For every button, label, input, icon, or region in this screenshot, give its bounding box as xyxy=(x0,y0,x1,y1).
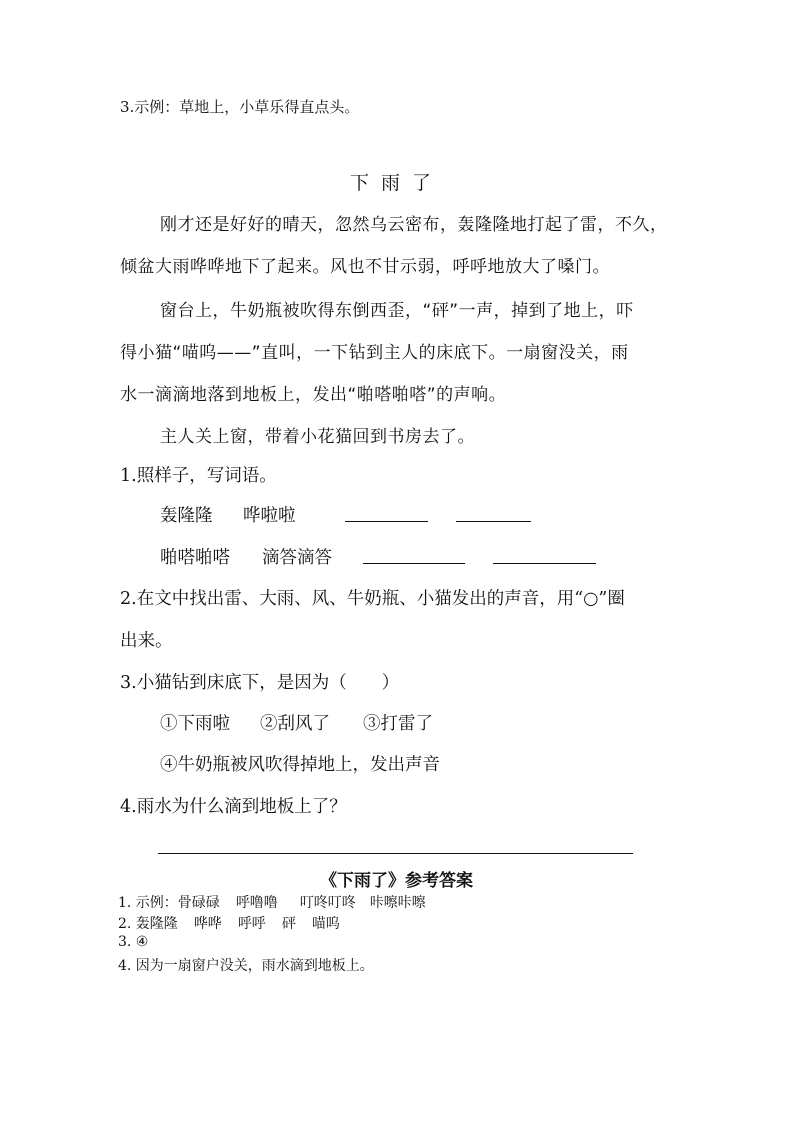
example-word: 滴答滴答 xyxy=(262,548,332,568)
previous-answer: 3.示例：草地上，小草乐得直点头。 xyxy=(120,98,360,116)
answer-word: 叮咚叮咚 xyxy=(299,895,356,911)
answer-word: 1. 示例：骨碌碌 xyxy=(118,895,220,911)
answer-key-title: 《下雨了》参考答案 xyxy=(320,871,473,891)
answer-word: 砰 xyxy=(281,916,296,932)
choice-option[interactable]: ②刮风了 xyxy=(260,714,330,734)
answer-line-4: 4. 因为一扇窗户没关，雨水滴到地板上。 xyxy=(118,958,374,974)
question-2-line: 2.在文中找出雷、大雨、风、牛奶瓶、小猫发出的声音，用“○”圈 xyxy=(120,589,625,609)
story-line: 水一滴滴地落到地板上，发出“啪嗒啪嗒”的声响。 xyxy=(120,385,507,405)
answer-blank[interactable] xyxy=(493,563,596,564)
story-line: 得小猫“喵呜——”直叫，一下钻到主人的床底下。一扇窗没关，雨 xyxy=(120,343,629,363)
example-word: 哗啦啦 xyxy=(243,506,296,526)
answer-word: 2. 轰隆隆 xyxy=(118,916,178,932)
answer-word: 哗哗 xyxy=(193,916,222,932)
story-line: 倾盆大雨哗哗地下了起来。风也不甘示弱，呼呼地放大了嗓门。 xyxy=(120,257,610,277)
question-4-prompt: 4.雨水为什么滴到地板上了？ xyxy=(120,797,347,817)
choice-option[interactable]: ③打雷了 xyxy=(363,714,433,734)
answer-blank[interactable] xyxy=(345,521,428,522)
example-word: 啪嗒啪嗒 xyxy=(160,548,230,568)
answer-blank[interactable] xyxy=(456,521,531,522)
answer-line-3: 3. ④ xyxy=(118,934,149,950)
choice-option[interactable]: ①下雨啦 xyxy=(160,714,230,734)
answer-word: 喵呜 xyxy=(311,916,340,932)
divider-line xyxy=(158,853,633,854)
answer-word: 咔嚓咔嚓 xyxy=(369,895,426,911)
question-2-line: 出来。 xyxy=(120,631,173,651)
answer-word: 呼呼 xyxy=(237,916,266,932)
example-word: 轰隆隆 xyxy=(160,506,213,526)
answer-word: 呼噜噜 xyxy=(235,895,278,911)
story-line: 窗台上，牛奶瓶被吹得东倒西歪，“砰”一声，掉到了地上，吓 xyxy=(160,301,634,321)
question-3-prompt: 3.小猫钻到床底下，是因为（ ） xyxy=(120,673,400,693)
answer-line-1 xyxy=(118,892,426,912)
story-line: 主人关上窗，带着小花猫回到书房去了。 xyxy=(160,427,475,447)
answer-line-2 xyxy=(118,913,340,933)
choice-option[interactable]: ④牛奶瓶被风吹得掉地上，发出声音 xyxy=(160,755,440,775)
question-1-prompt: 1.照样子，写词语。 xyxy=(120,466,277,486)
answer-blank[interactable] xyxy=(363,563,465,564)
story-title: 下雨了 xyxy=(349,172,443,194)
story-line: 刚才还是好好的晴天，忽然乌云密布，轰隆隆地打起了雷，不久， xyxy=(160,215,668,235)
